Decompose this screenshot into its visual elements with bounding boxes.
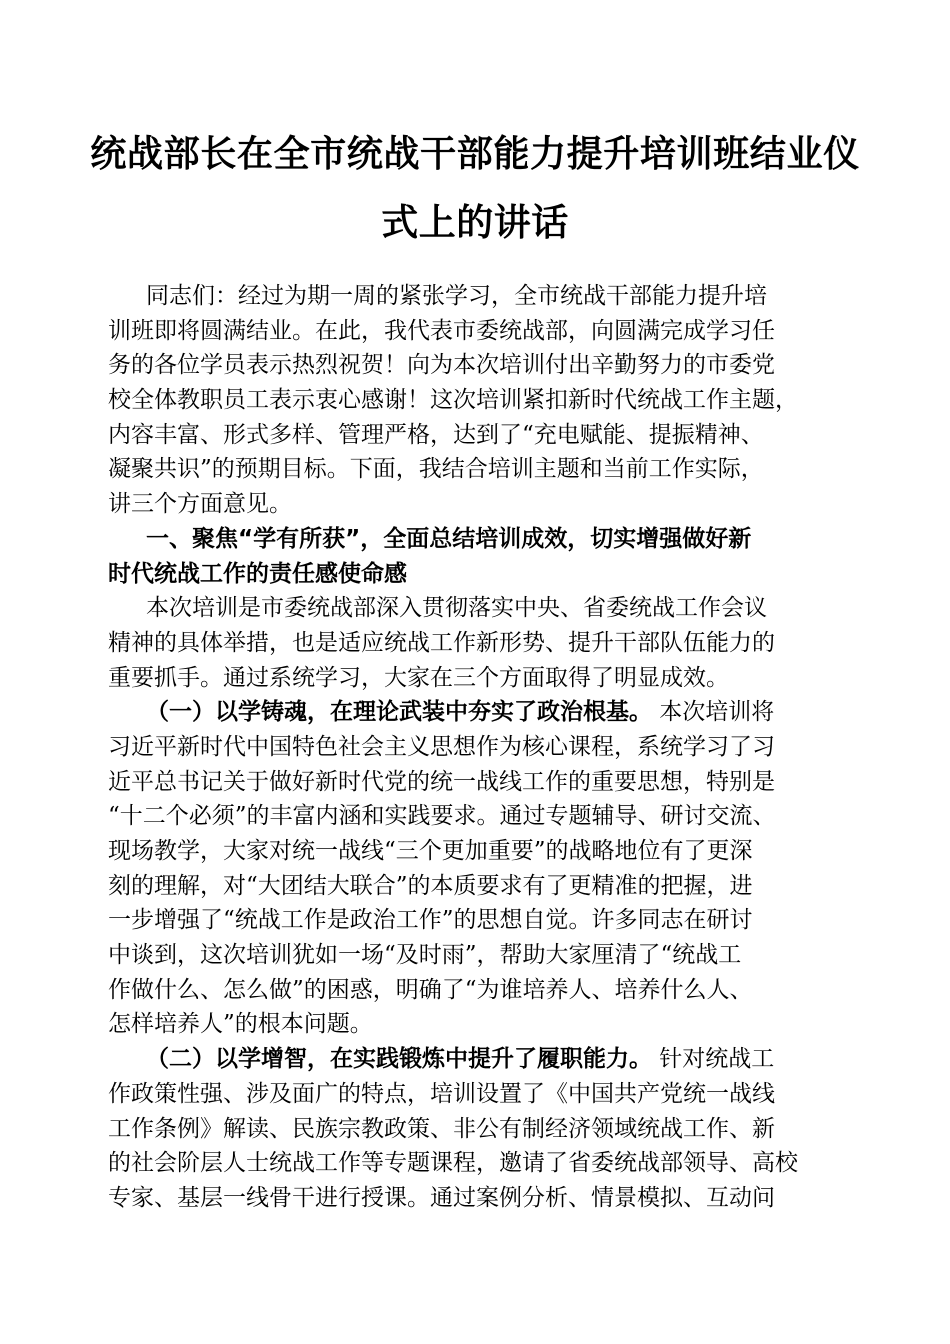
body-text-span: 的社会阶层人士统战工作等专题课程，邀请了省委统战部领导、高校 [108, 1150, 798, 1177]
text-line [108, 695, 868, 730]
body-text-span: 重要抓手。通过系统学习，大家在三个方面取得了明显成效。 [108, 664, 729, 691]
document-title-line-1: 统战部长在全市统战干部能力提升培训班结业仪 [90, 132, 860, 175]
document-title-line-2: 式上的讲话 [381, 201, 569, 244]
body-text-span: 校全体教职员工表示衷心感谢！这次培训紧扣新时代统战工作主题， [108, 387, 798, 414]
text-line [108, 730, 868, 765]
text-line [108, 799, 868, 834]
text-line [108, 765, 868, 800]
text-line [108, 557, 868, 592]
body-text-span: 针对统战工 [652, 1046, 775, 1073]
body-text-span: 精神的具体举措，也是适应统战工作新形势、提升干部队伍能力的 [108, 629, 775, 656]
body-text-span: 本次培训将 [652, 699, 775, 726]
text-line [108, 661, 868, 696]
body-text-span: 习近平新时代中国特色社会主义思想作为核心课程，系统学习了习 [108, 733, 775, 760]
bold-heading-text: （二）以学增智，在实践锻炼中提升了履职能力。 [146, 1046, 652, 1073]
body-text-span: 现场教学，大家对统一战线“三个更加重要”的战略地位有了更深 [108, 838, 753, 864]
body-text-span: 怎样培养人”的根本问题。 [108, 1011, 373, 1038]
body-text-span: 专家、基层一线骨干进行授课。通过案例分析、情景模拟、互动问 [108, 1184, 775, 1211]
text-line [108, 452, 868, 487]
body-text-span: 中谈到，这次培训犹如一场“及时雨”，帮助大家厘清了“统战工 [108, 942, 742, 969]
text-line [108, 314, 868, 349]
body-text-span: 一步增强了“统战工作是政治工作”的思想自觉。许多同志在研讨 [108, 907, 753, 934]
body-text-span: “十二个必须”的丰富内涵和实践要求。通过专题辅导、研讨交流、 [108, 803, 776, 830]
text-line [108, 383, 868, 418]
text-line [108, 279, 868, 314]
text-line [108, 1077, 868, 1112]
text-line [108, 869, 868, 904]
body-text-span: 同志们：经过为期一周的紧张学习，全市统战干部能力提升培 [146, 283, 767, 309]
text-line [108, 1181, 868, 1216]
text-line [108, 626, 868, 661]
body-text-span: 内容丰富、形式多样、管理严格，达到了“充电赋能、提振精神、 [108, 421, 764, 448]
text-line [108, 938, 868, 973]
body-text-span: 本次培训是市委统战部深入贯彻落实中央、省委统战工作会议 [146, 595, 767, 622]
body-text-span: 讲三个方面意见。 [108, 491, 292, 518]
body-text-span: 工作条例》解读、民族宗教政策、非公有制经济领域统战工作、新 [108, 1115, 775, 1142]
text-line [108, 1112, 868, 1147]
body-text-span: 务的各位学员表示热烈祝贺！向为本次培训付出辛勤努力的市委党 [108, 352, 775, 379]
body-text-span: 作政策性强、涉及面广的特点，培训设置了《中国共产党统一战线 [108, 1080, 775, 1107]
text-line [108, 348, 868, 383]
bold-heading-text: 一、聚焦“学有所获”，全面总结培训成效，切实增强做好新 [146, 525, 752, 552]
body-text-span: 作做什么、怎么做”的困惑，明确了“为谁培养人、培养什么人、 [108, 976, 753, 1003]
text-line [108, 973, 868, 1008]
text-line [108, 591, 868, 626]
bold-heading-text: （一）以学铸魂，在理论武装中夯实了政治根基。 [146, 699, 652, 726]
body-text-span: 刻的理解，对“大团结大联合”的本质要求有了更精准的把握，进 [108, 872, 753, 899]
text-line [108, 1146, 868, 1181]
body-text-span: 训班即将圆满结业。在此，我代表市委统战部，向圆满完成学习任 [108, 317, 775, 344]
text-line [108, 834, 868, 869]
text-line [108, 418, 868, 453]
text-line [108, 522, 868, 557]
body-text-span: 近平总书记关于做好新时代党的统一战线工作的重要思想，特别是 [108, 768, 775, 795]
text-line [108, 1007, 868, 1042]
text-line [108, 487, 868, 522]
body-text-span: 凝聚共识”的预期目标。下面，我结合培训主题和当前工作实际， [108, 456, 764, 483]
text-line [108, 903, 868, 938]
document-body [108, 279, 868, 1216]
bold-heading-text: 时代统战工作的责任感使命感 [108, 560, 407, 587]
text-line [108, 1042, 868, 1077]
